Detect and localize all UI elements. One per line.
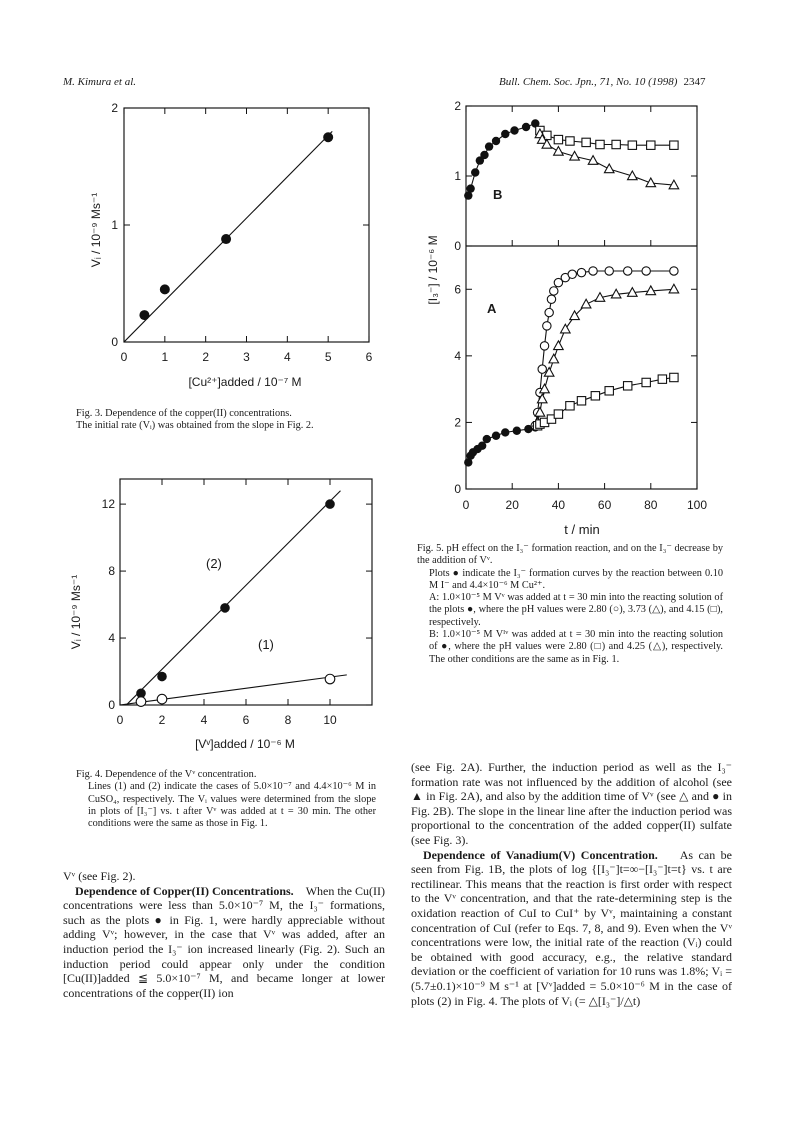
fig5-a-data-point xyxy=(581,299,591,308)
fig4-x-axis-label: [Vᵛ]added / 10⁻⁶ M xyxy=(195,737,295,751)
fig5-a-data-point xyxy=(566,402,574,410)
fig5-b-data-point xyxy=(566,137,574,145)
fig3-y-tick-label: 1 xyxy=(111,218,118,232)
fig5-a-data-point xyxy=(624,267,632,275)
fig5-a-data-point xyxy=(545,308,553,316)
fig5-a-data-point xyxy=(549,354,559,363)
fig5-a-data-point xyxy=(642,267,650,275)
fig4-caption-text: Lines (1) and (2) indicate the cases of 5.0×10⁻⁷ and 4.4×10⁻⁶ M in CuSO₄, respectively. The Vᵢ values were determined from the slope in plots of [I₃⁻] vs. t after Vᵛ was added at t = 30 min. The other conditions were the same as those in Fig. 1. xyxy=(88,781,376,830)
fig5-caption-line-4: B: 1.0×10⁻⁵ M Vᴵᵛ was added at t = 30 min into the reacting solution of ●, where the pH values were 2.80 (□) and 4.25 (△), respectively. The other conditions are the same as in Fig. 1. xyxy=(429,629,723,665)
fig5-a-data-point xyxy=(554,410,562,418)
left-column-text xyxy=(63,869,385,1000)
fig5-plot-frame xyxy=(466,106,697,489)
fig4-x-tick-label: 6 xyxy=(242,713,250,727)
fig5-b-data-point xyxy=(612,140,620,148)
fig3-x-tick-label: 1 xyxy=(161,350,169,364)
fig3-x-tick-label: 4 xyxy=(283,350,291,364)
left-paragraph-2-text: When the Cu(II) concentrations were less than 5.0×10⁻⁷ M, the I₃⁻ formations, such as the plots ● in Fig. 1, were hardly appreciable without adding Vᵛ; however, in the case that Vᵛ was added, after an induction period the I₃⁻ ion increased linearly (Fig. 2). Such an induction period could appear only under the condition [Cu(II)]added ≦ 5.0×10⁻⁷ M, and became longer at lower concentrations of the copper(II) ion xyxy=(63,883,385,1000)
fig5-b-data-point xyxy=(480,151,488,159)
running-head-authors: M. Kimura et al. xyxy=(63,76,137,88)
fig5-x-tick-label: 40 xyxy=(551,498,566,512)
fig4-y-axis-label: Vᵢ / 10⁻⁹ Ms⁻¹ xyxy=(69,574,83,650)
fig5-a-y-tick-label: 6 xyxy=(454,282,461,297)
fig5-caption xyxy=(417,543,723,666)
fig5-b-data-point xyxy=(582,138,590,146)
fig3-x-tick-label: 5 xyxy=(324,350,332,364)
fig5-b-y-tick-label: 0 xyxy=(454,239,461,253)
fig5-caption-line-3: A: 1.0×10⁻⁵ M Vᵛ was added at t = 30 min into the reacting solution of the plots ●, where the pH values were 2.80 (○), 3.73 (△), and 4.15 (□), respectively. xyxy=(429,592,723,628)
fig5-x-tick-label: 0 xyxy=(462,498,470,512)
fig5-x-axis-label: t / min xyxy=(564,522,600,537)
fig5-a-data-point xyxy=(547,295,555,303)
fig5-b-data-point xyxy=(522,123,530,131)
right-paragraph-1: (see Fig. 2A). Further, the induction period as well as the I₃⁻ formation rate was not influenced by the addition of alcohol (see ▲ in Fig. 2A), and also by the addition time of Vᵛ (see △ and ● in Fig. 2B). The slope in the linear line after the induction period was proportional to the concentration of the added copper(II) sulfate (see Fig. 3). xyxy=(411,760,732,847)
page-number: 2347 xyxy=(683,76,706,88)
left-paragraph-1: Vᵛ (see Fig. 2). xyxy=(63,869,136,883)
fig4-y-tick-label: 8 xyxy=(108,564,115,579)
fig5-a-data-point xyxy=(550,287,558,295)
fig5-a-data-point xyxy=(501,428,509,436)
right-paragraph-2-text: As can be seen from Fig. 1B, the plots of log {[I₃⁻]t=∞−[I₃⁻]t=t} vs. t are rectilinear. This means that the reaction is first order with respect to the Vᵛ concentration, and that the rate-determining step is the oxidation reaction of CuI to CuI⁺ by Vᵛ, maintaining a constant concentration of CuI (refer to Eqs. 7, 8, and 9). Even when the Vᵛ concentrations were low, the initial rate of the reaction (Vᵢ) could be obtained with good accuracy, e.g., the relative standard deviation or the coefficient of variation for 10 runs was 1.8%; Vᵢ = (5.7±0.1)×10⁻⁹ M s⁻¹ at [Vᵛ]added = 5.0×10⁻⁶ M in the case of plots (2) in Fig. 4. The plots of Vᵢ (= △[I₃⁻]/△t) xyxy=(411,847,732,1008)
fig5-a-data-point xyxy=(540,342,548,350)
fig5-b-y-tick-label: 2 xyxy=(454,99,461,113)
fig5-a-data-point xyxy=(543,322,551,330)
fig5-panel-a-label: A xyxy=(487,301,497,316)
fig5-b-data-point xyxy=(471,168,479,176)
fig5-b-data-point xyxy=(646,178,656,187)
fig5-a-data-point xyxy=(483,435,491,443)
fig5-b-data-point xyxy=(510,126,518,134)
fig5-a-data-point xyxy=(577,397,585,405)
fig4-caption-title: Fig. 4. Dependence of the Vᵛ concentration. xyxy=(76,769,257,780)
fig5-x-tick-label: 60 xyxy=(597,498,612,512)
fig5-a-data-point xyxy=(538,365,546,373)
fig5-a-data-point xyxy=(591,392,599,400)
fig5-a-series-line xyxy=(538,289,674,422)
fig3-x-tick-label: 2 xyxy=(202,350,210,364)
fig5-a-data-point xyxy=(568,270,576,278)
fig3-y-tick-label: 2 xyxy=(111,101,118,115)
fig5-a-y-tick-label: 4 xyxy=(454,348,461,363)
fig4-x-tick-label: 4 xyxy=(200,713,208,727)
fig5-b-data-point xyxy=(554,135,562,143)
fig5-b-data-point xyxy=(485,142,493,150)
fig5-a-data-point xyxy=(670,267,678,275)
fig4-line-2-label: (2) xyxy=(206,556,222,571)
fig3-caption-text: The initial rate (Vᵢ) was obtained from the slope in Fig. 2. xyxy=(76,420,314,432)
fig5-a-data-point xyxy=(561,324,571,333)
section-heading-copper: Dependence of Copper(II) Concentrations. xyxy=(75,883,294,898)
fig5-a-data-point xyxy=(670,373,678,381)
section-heading-vanadium: Dependence of Vanadium(V) Concentration. xyxy=(423,847,658,862)
fig5-x-tick-label: 100 xyxy=(686,498,708,512)
fig5-a-data-point xyxy=(554,341,564,350)
fig5-b-data-point xyxy=(604,164,614,173)
fig5-a-data-point xyxy=(642,378,650,386)
fig5-a-y-tick-label: 0 xyxy=(454,482,461,496)
fig5-b-y-tick-label: 1 xyxy=(454,169,461,183)
fig5-a-data-point xyxy=(605,387,613,395)
fig5-a-data-point xyxy=(513,427,521,435)
fig5-caption-line-2: Plots ● indicate the I₃⁻ formation curves by the reaction between 0.10 M I⁻ and 4.4×10⁻⁶ M Cu²⁺. xyxy=(429,567,723,591)
right-column-text xyxy=(411,760,732,1008)
fig4-line-1-label: (1) xyxy=(258,637,274,652)
fig5-caption-title: Fig. 5. pH effect on the I₃⁻ formation reaction, and on the I₃⁻ decrease by the addition of Vᵛ. xyxy=(417,543,723,567)
fig3-x-axis-label: [Cu²⁺]added / 10⁻⁷ M xyxy=(188,375,302,389)
fig5-a-y-tick-label: 2 xyxy=(454,415,461,430)
journal-citation: Bull. Chem. Soc. Jpn., 71, No. 10 (1998) xyxy=(499,76,678,88)
fig3-x-tick-label: 0 xyxy=(120,350,128,364)
fig5-y-axis-label: [I₃⁻] / 10⁻⁶ M xyxy=(426,235,440,305)
fig3-x-tick-label: 3 xyxy=(243,350,250,364)
fig5-x-tick-label: 80 xyxy=(644,498,658,512)
fig5-b-data-point xyxy=(647,141,655,149)
fig5-a-data-point xyxy=(658,375,666,383)
fig5-a-data-point xyxy=(605,267,613,275)
fig4-x-tick-label: 8 xyxy=(284,713,292,727)
left-paragraph-2 xyxy=(63,884,385,1001)
fig4-x-tick-label: 10 xyxy=(323,713,337,727)
fig5-b-data-point xyxy=(670,141,678,149)
fig4-x-tick-label: 2 xyxy=(158,713,166,727)
fig5-a-data-point xyxy=(577,268,585,276)
fig5-a-data-point xyxy=(669,284,679,293)
fig3-y-tick-label: 0 xyxy=(111,335,118,349)
fig5-a-data-point xyxy=(624,382,632,390)
fig5-b-data-point xyxy=(596,140,604,148)
fig5-x-tick-label: 20 xyxy=(505,498,519,512)
fig3-y-axis-label: Vᵢ / 10⁻⁹ Ms⁻¹ xyxy=(89,192,103,268)
fig5-b-data-point xyxy=(501,130,509,138)
fig5-b-data-point xyxy=(492,137,500,145)
fig4-x-tick-label: 0 xyxy=(116,713,124,727)
fig3-x-tick-label: 6 xyxy=(365,350,373,364)
fig5-a-data-point xyxy=(589,267,597,275)
fig5-a-data-point xyxy=(492,432,500,440)
fig5-b-data-point xyxy=(554,147,564,156)
fig5-b-data-point xyxy=(466,184,474,192)
fig5-panel-b-label: B xyxy=(493,187,503,202)
fig4-y-tick-label: 0 xyxy=(108,698,115,712)
fig3-caption-title: Fig. 3. Dependence of the copper(II) concentrations. xyxy=(76,408,292,419)
fig4-y-tick-label: 4 xyxy=(108,631,115,646)
right-paragraph-2 xyxy=(411,848,732,1009)
fig4-y-tick-label: 12 xyxy=(101,497,115,512)
fig5-b-data-point xyxy=(628,141,636,149)
